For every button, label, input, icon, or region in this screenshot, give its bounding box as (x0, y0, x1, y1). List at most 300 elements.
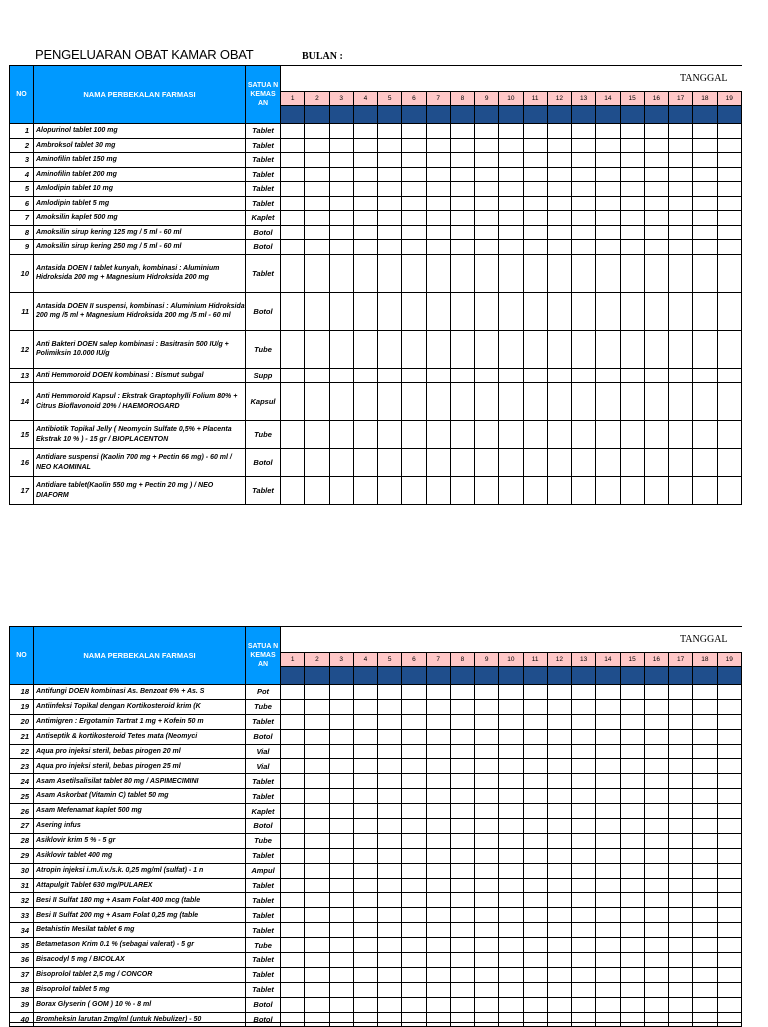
day-cell[interactable] (353, 685, 377, 700)
day-cell[interactable] (547, 938, 571, 953)
day-cell[interactable] (669, 923, 693, 938)
day-cell[interactable] (499, 368, 523, 383)
day-cell[interactable] (329, 744, 353, 759)
day-cell[interactable] (426, 330, 450, 368)
day-cell[interactable] (669, 292, 693, 330)
day-cell[interactable] (475, 759, 499, 774)
day-cell[interactable] (305, 833, 329, 848)
day-cell[interactable] (281, 789, 305, 804)
day-cell[interactable] (499, 982, 523, 997)
day-cell[interactable] (450, 153, 474, 168)
day-cell[interactable] (329, 196, 353, 211)
day-cell[interactable] (305, 744, 329, 759)
day-cell[interactable] (717, 477, 742, 505)
day-cell[interactable] (305, 685, 329, 700)
day-cell[interactable] (547, 225, 571, 240)
day-cell[interactable] (450, 182, 474, 197)
day-cell[interactable] (281, 685, 305, 700)
day-cell[interactable] (644, 729, 668, 744)
day-cell[interactable] (402, 292, 426, 330)
day-cell[interactable] (523, 848, 547, 863)
day-cell[interactable] (305, 211, 329, 226)
day-cell[interactable] (669, 729, 693, 744)
day-cell[interactable] (378, 819, 402, 834)
day-cell[interactable] (426, 292, 450, 330)
day-cell[interactable] (475, 368, 499, 383)
day-cell[interactable] (717, 292, 742, 330)
day-cell[interactable] (281, 759, 305, 774)
day-cell[interactable] (426, 421, 450, 449)
day-cell[interactable] (596, 449, 620, 477)
day-cell[interactable] (547, 330, 571, 368)
day-cell[interactable] (620, 383, 644, 421)
day-cell[interactable] (693, 225, 717, 240)
day-cell[interactable] (475, 774, 499, 789)
day-cell[interactable] (669, 211, 693, 226)
day-cell[interactable] (523, 240, 547, 255)
day-cell[interactable] (644, 685, 668, 700)
day-cell[interactable] (572, 863, 596, 878)
day-cell[interactable] (499, 774, 523, 789)
day-cell[interactable] (450, 714, 474, 729)
day-cell[interactable] (281, 878, 305, 893)
day-cell[interactable] (572, 908, 596, 923)
day-cell[interactable] (669, 421, 693, 449)
day-cell[interactable] (596, 729, 620, 744)
day-cell[interactable] (305, 982, 329, 997)
day-cell[interactable] (669, 254, 693, 292)
day-cell[interactable] (693, 953, 717, 968)
day-cell[interactable] (644, 182, 668, 197)
day-cell[interactable] (717, 1012, 742, 1027)
day-cell[interactable] (402, 124, 426, 139)
day-cell[interactable] (717, 685, 742, 700)
day-cell[interactable] (426, 982, 450, 997)
day-cell[interactable] (572, 714, 596, 729)
day-cell[interactable] (378, 938, 402, 953)
day-cell[interactable] (499, 449, 523, 477)
day-cell[interactable] (596, 196, 620, 211)
day-cell[interactable] (475, 967, 499, 982)
day-cell[interactable] (620, 225, 644, 240)
day-cell[interactable] (329, 421, 353, 449)
day-cell[interactable] (329, 153, 353, 168)
day-cell[interactable] (281, 774, 305, 789)
day-cell[interactable] (426, 254, 450, 292)
day-cell[interactable] (547, 908, 571, 923)
day-cell[interactable] (353, 167, 377, 182)
day-cell[interactable] (717, 225, 742, 240)
day-cell[interactable] (329, 124, 353, 139)
day-cell[interactable] (426, 225, 450, 240)
day-cell[interactable] (693, 789, 717, 804)
day-cell[interactable] (402, 196, 426, 211)
day-cell[interactable] (402, 153, 426, 168)
day-cell[interactable] (547, 1012, 571, 1027)
day-cell[interactable] (620, 744, 644, 759)
day-cell[interactable] (596, 878, 620, 893)
day-cell[interactable] (378, 1012, 402, 1027)
day-cell[interactable] (693, 211, 717, 226)
day-cell[interactable] (547, 292, 571, 330)
day-cell[interactable] (572, 124, 596, 139)
day-cell[interactable] (572, 421, 596, 449)
day-cell[interactable] (281, 421, 305, 449)
day-cell[interactable] (523, 819, 547, 834)
day-cell[interactable] (644, 225, 668, 240)
day-cell[interactable] (475, 254, 499, 292)
day-cell[interactable] (450, 124, 474, 139)
day-cell[interactable] (620, 211, 644, 226)
day-cell[interactable] (717, 878, 742, 893)
day-cell[interactable] (329, 908, 353, 923)
day-cell[interactable] (693, 330, 717, 368)
day-cell[interactable] (475, 893, 499, 908)
day-cell[interactable] (669, 124, 693, 139)
day-cell[interactable] (329, 967, 353, 982)
day-cell[interactable] (620, 729, 644, 744)
day-cell[interactable] (353, 330, 377, 368)
day-cell[interactable] (378, 863, 402, 878)
day-cell[interactable] (669, 967, 693, 982)
day-cell[interactable] (596, 893, 620, 908)
day-cell[interactable] (402, 421, 426, 449)
day-cell[interactable] (426, 1012, 450, 1027)
day-cell[interactable] (475, 196, 499, 211)
day-cell[interactable] (353, 477, 377, 505)
day-cell[interactable] (281, 863, 305, 878)
day-cell[interactable] (547, 789, 571, 804)
day-cell[interactable] (450, 863, 474, 878)
day-cell[interactable] (572, 967, 596, 982)
day-cell[interactable] (402, 182, 426, 197)
day-cell[interactable] (378, 124, 402, 139)
day-cell[interactable] (402, 893, 426, 908)
day-cell[interactable] (644, 1012, 668, 1027)
day-cell[interactable] (353, 804, 377, 819)
day-cell[interactable] (499, 804, 523, 819)
day-cell[interactable] (378, 997, 402, 1012)
day-cell[interactable] (378, 225, 402, 240)
day-cell[interactable] (596, 167, 620, 182)
day-cell[interactable] (475, 153, 499, 168)
day-cell[interactable] (499, 953, 523, 968)
day-cell[interactable] (353, 292, 377, 330)
day-cell[interactable] (644, 254, 668, 292)
day-cell[interactable] (305, 878, 329, 893)
day-cell[interactable] (426, 729, 450, 744)
day-cell[interactable] (499, 833, 523, 848)
day-cell[interactable] (305, 138, 329, 153)
day-cell[interactable] (353, 699, 377, 714)
day-cell[interactable] (572, 225, 596, 240)
day-cell[interactable] (305, 330, 329, 368)
day-cell[interactable] (426, 714, 450, 729)
day-cell[interactable] (475, 449, 499, 477)
day-cell[interactable] (450, 225, 474, 240)
day-cell[interactable] (693, 878, 717, 893)
day-cell[interactable] (475, 225, 499, 240)
day-cell[interactable] (426, 833, 450, 848)
day-cell[interactable] (644, 908, 668, 923)
day-cell[interactable] (596, 124, 620, 139)
day-cell[interactable] (620, 153, 644, 168)
day-cell[interactable] (547, 893, 571, 908)
day-cell[interactable] (281, 368, 305, 383)
day-cell[interactable] (353, 368, 377, 383)
day-cell[interactable] (378, 744, 402, 759)
day-cell[interactable] (669, 477, 693, 505)
day-cell[interactable] (669, 953, 693, 968)
day-cell[interactable] (547, 997, 571, 1012)
day-cell[interactable] (693, 759, 717, 774)
day-cell[interactable] (547, 953, 571, 968)
day-cell[interactable] (572, 729, 596, 744)
day-cell[interactable] (693, 383, 717, 421)
day-cell[interactable] (596, 292, 620, 330)
day-cell[interactable] (329, 211, 353, 226)
day-cell[interactable] (669, 893, 693, 908)
day-cell[interactable] (644, 953, 668, 968)
day-cell[interactable] (523, 923, 547, 938)
day-cell[interactable] (523, 225, 547, 240)
day-cell[interactable] (305, 967, 329, 982)
day-cell[interactable] (426, 893, 450, 908)
day-cell[interactable] (402, 254, 426, 292)
day-cell[interactable] (353, 744, 377, 759)
day-cell[interactable] (620, 685, 644, 700)
day-cell[interactable] (547, 863, 571, 878)
day-cell[interactable] (596, 848, 620, 863)
day-cell[interactable] (547, 383, 571, 421)
day-cell[interactable] (499, 421, 523, 449)
day-cell[interactable] (547, 254, 571, 292)
day-cell[interactable] (620, 699, 644, 714)
day-cell[interactable] (644, 699, 668, 714)
day-cell[interactable] (281, 449, 305, 477)
day-cell[interactable] (329, 833, 353, 848)
day-cell[interactable] (523, 759, 547, 774)
day-cell[interactable] (620, 938, 644, 953)
day-cell[interactable] (450, 383, 474, 421)
day-cell[interactable] (281, 982, 305, 997)
day-cell[interactable] (305, 153, 329, 168)
day-cell[interactable] (620, 774, 644, 789)
day-cell[interactable] (717, 953, 742, 968)
day-cell[interactable] (644, 744, 668, 759)
day-cell[interactable] (644, 923, 668, 938)
day-cell[interactable] (450, 292, 474, 330)
day-cell[interactable] (475, 1012, 499, 1027)
day-cell[interactable] (596, 982, 620, 997)
day-cell[interactable] (523, 292, 547, 330)
day-cell[interactable] (669, 908, 693, 923)
day-cell[interactable] (596, 699, 620, 714)
day-cell[interactable] (572, 804, 596, 819)
day-cell[interactable] (378, 982, 402, 997)
day-cell[interactable] (572, 982, 596, 997)
day-cell[interactable] (693, 1012, 717, 1027)
day-cell[interactable] (620, 449, 644, 477)
day-cell[interactable] (644, 292, 668, 330)
day-cell[interactable] (669, 383, 693, 421)
day-cell[interactable] (523, 863, 547, 878)
day-cell[interactable] (475, 182, 499, 197)
day-cell[interactable] (547, 182, 571, 197)
day-cell[interactable] (499, 744, 523, 759)
day-cell[interactable] (402, 138, 426, 153)
day-cell[interactable] (523, 729, 547, 744)
day-cell[interactable] (572, 938, 596, 953)
day-cell[interactable] (547, 774, 571, 789)
day-cell[interactable] (353, 124, 377, 139)
day-cell[interactable] (426, 789, 450, 804)
day-cell[interactable] (547, 714, 571, 729)
day-cell[interactable] (378, 878, 402, 893)
day-cell[interactable] (329, 863, 353, 878)
day-cell[interactable] (329, 383, 353, 421)
day-cell[interactable] (693, 804, 717, 819)
day-cell[interactable] (596, 908, 620, 923)
day-cell[interactable] (450, 938, 474, 953)
day-cell[interactable] (402, 225, 426, 240)
day-cell[interactable] (523, 714, 547, 729)
day-cell[interactable] (596, 1012, 620, 1027)
day-cell[interactable] (693, 967, 717, 982)
day-cell[interactable] (669, 240, 693, 255)
day-cell[interactable] (572, 449, 596, 477)
day-cell[interactable] (596, 744, 620, 759)
day-cell[interactable] (717, 893, 742, 908)
day-cell[interactable] (329, 938, 353, 953)
day-cell[interactable] (475, 699, 499, 714)
day-cell[interactable] (523, 449, 547, 477)
day-cell[interactable] (547, 819, 571, 834)
day-cell[interactable] (329, 1012, 353, 1027)
day-cell[interactable] (547, 699, 571, 714)
day-cell[interactable] (547, 744, 571, 759)
day-cell[interactable] (378, 848, 402, 863)
day-cell[interactable] (305, 923, 329, 938)
day-cell[interactable] (450, 744, 474, 759)
day-cell[interactable] (523, 997, 547, 1012)
day-cell[interactable] (669, 997, 693, 1012)
day-cell[interactable] (693, 714, 717, 729)
day-cell[interactable] (572, 368, 596, 383)
day-cell[interactable] (305, 774, 329, 789)
day-cell[interactable] (693, 196, 717, 211)
day-cell[interactable] (523, 878, 547, 893)
day-cell[interactable] (669, 182, 693, 197)
day-cell[interactable] (572, 819, 596, 834)
day-cell[interactable] (329, 699, 353, 714)
day-cell[interactable] (281, 1012, 305, 1027)
day-cell[interactable] (693, 240, 717, 255)
day-cell[interactable] (378, 923, 402, 938)
day-cell[interactable] (329, 368, 353, 383)
day-cell[interactable] (475, 982, 499, 997)
day-cell[interactable] (547, 685, 571, 700)
day-cell[interactable] (644, 938, 668, 953)
day-cell[interactable] (281, 953, 305, 968)
day-cell[interactable] (717, 774, 742, 789)
day-cell[interactable] (475, 938, 499, 953)
day-cell[interactable] (353, 254, 377, 292)
day-cell[interactable] (450, 848, 474, 863)
day-cell[interactable] (523, 330, 547, 368)
day-cell[interactable] (378, 833, 402, 848)
day-cell[interactable] (281, 330, 305, 368)
day-cell[interactable] (499, 196, 523, 211)
day-cell[interactable] (596, 211, 620, 226)
day-cell[interactable] (669, 330, 693, 368)
day-cell[interactable] (620, 819, 644, 834)
day-cell[interactable] (693, 138, 717, 153)
day-cell[interactable] (426, 196, 450, 211)
day-cell[interactable] (475, 477, 499, 505)
day-cell[interactable] (669, 789, 693, 804)
day-cell[interactable] (329, 759, 353, 774)
day-cell[interactable] (378, 759, 402, 774)
day-cell[interactable] (547, 477, 571, 505)
day-cell[interactable] (353, 819, 377, 834)
day-cell[interactable] (572, 789, 596, 804)
day-cell[interactable] (523, 167, 547, 182)
day-cell[interactable] (450, 240, 474, 255)
day-cell[interactable] (305, 167, 329, 182)
day-cell[interactable] (669, 685, 693, 700)
day-cell[interactable] (426, 759, 450, 774)
day-cell[interactable] (450, 967, 474, 982)
day-cell[interactable] (596, 953, 620, 968)
day-cell[interactable] (547, 240, 571, 255)
day-cell[interactable] (378, 774, 402, 789)
day-cell[interactable] (620, 848, 644, 863)
day-cell[interactable] (475, 714, 499, 729)
day-cell[interactable] (572, 1012, 596, 1027)
day-cell[interactable] (523, 383, 547, 421)
day-cell[interactable] (572, 254, 596, 292)
day-cell[interactable] (450, 330, 474, 368)
day-cell[interactable] (596, 240, 620, 255)
day-cell[interactable] (450, 699, 474, 714)
day-cell[interactable] (378, 789, 402, 804)
day-cell[interactable] (450, 167, 474, 182)
day-cell[interactable] (426, 819, 450, 834)
day-cell[interactable] (426, 211, 450, 226)
day-cell[interactable] (596, 759, 620, 774)
day-cell[interactable] (305, 1012, 329, 1027)
day-cell[interactable] (378, 182, 402, 197)
day-cell[interactable] (717, 330, 742, 368)
day-cell[interactable] (450, 477, 474, 505)
day-cell[interactable] (547, 848, 571, 863)
day-cell[interactable] (450, 982, 474, 997)
day-cell[interactable] (378, 449, 402, 477)
day-cell[interactable] (281, 729, 305, 744)
day-cell[interactable] (620, 254, 644, 292)
day-cell[interactable] (281, 167, 305, 182)
day-cell[interactable] (547, 211, 571, 226)
day-cell[interactable] (547, 124, 571, 139)
day-cell[interactable] (523, 254, 547, 292)
day-cell[interactable] (572, 685, 596, 700)
day-cell[interactable] (329, 848, 353, 863)
day-cell[interactable] (644, 138, 668, 153)
day-cell[interactable] (572, 167, 596, 182)
day-cell[interactable] (499, 967, 523, 982)
day-cell[interactable] (717, 759, 742, 774)
